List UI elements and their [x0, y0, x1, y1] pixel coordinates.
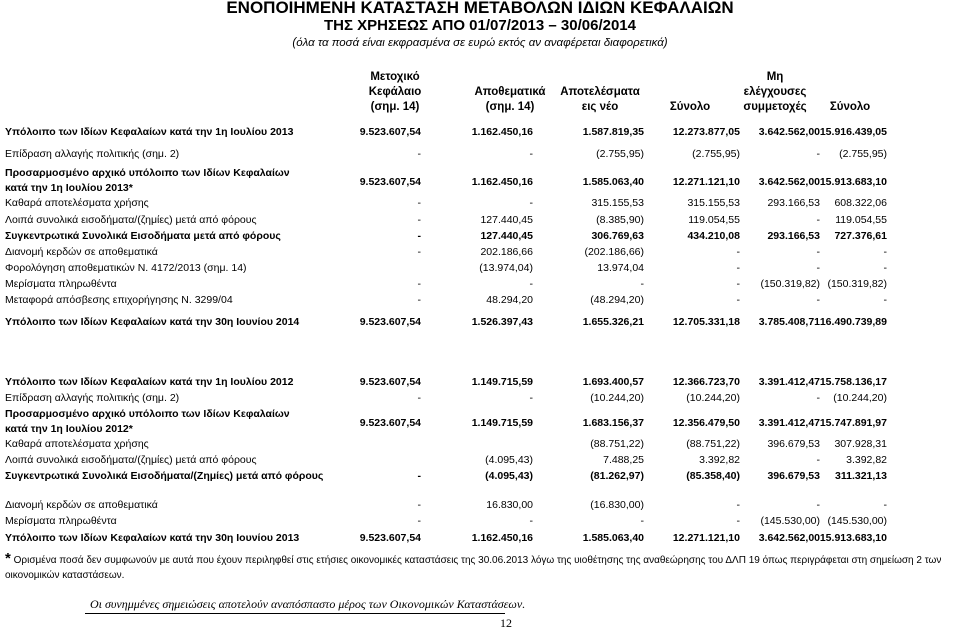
- table-cell: 127.440,45: [480, 214, 533, 226]
- table-cell: -: [883, 294, 887, 306]
- table-cell: -: [417, 499, 421, 511]
- table-cell: -: [883, 262, 887, 274]
- table-row: [0, 374, 960, 390]
- table-row: [0, 530, 960, 546]
- table-cell: -: [816, 214, 820, 226]
- column-header-line: Σύνολο: [829, 101, 871, 113]
- row-label: Προσαρμοσμένο αρχικό υπόλοιπο των Ιδίων Κεφαλαίων κατά την 1η Ιουλίου 2013*: [5, 167, 290, 194]
- closing-note: Οι συνημμένες σημειώσεις αποτελούν αναπόσπαστο μέρος των Οικονομικών Καταστάσεων.: [90, 597, 526, 611]
- table-cell: 1.162.450,16: [471, 126, 533, 138]
- row-label: Φορολόγηση αποθεματικών Ν. 4172/2013 (σημ. 14): [5, 262, 247, 274]
- table-cell: -: [736, 262, 740, 274]
- table-cell: -: [640, 278, 644, 290]
- table-cell: -: [529, 515, 533, 527]
- table-cell: 3.642.562,00: [758, 176, 820, 188]
- table-cell: (13.974,04): [479, 262, 533, 274]
- row-label: Μεταφορά απόσβεσης επιχορήγησης Ν. 3299/04: [5, 294, 233, 306]
- currency-note: (όλα τα ποσά είναι εκφρασμένα σε ευρώ εκτός αν αναφέρεται διαφορετικά): [292, 37, 668, 49]
- table-cell: (145.530,00): [827, 515, 887, 527]
- table-cell: 727.376,61: [834, 230, 887, 242]
- row-label: Διανομή κερδών σε αποθεματικά: [5, 499, 158, 511]
- table-cell: 15.747.891,97: [819, 417, 887, 429]
- row-label: Διανομή κερδών σε αποθεματικά: [5, 246, 158, 258]
- table-cell: -: [816, 262, 820, 274]
- table-cell: 127.440,45: [480, 230, 533, 242]
- table-cell: (88.751,22): [590, 438, 644, 450]
- column-header-line: Αποθεματικά: [474, 86, 546, 98]
- table-cell: 9.523.607,54: [359, 376, 421, 388]
- column-header-line: Σύνολο: [669, 101, 711, 113]
- table-cell: (10.244,20): [686, 392, 740, 404]
- table-row: [0, 407, 960, 437]
- footnote-marker: *: [5, 550, 11, 567]
- table-cell: (10.244,20): [833, 392, 887, 404]
- table-cell: 9.523.607,54: [359, 417, 421, 429]
- table-row: [0, 212, 960, 228]
- column-header-line: Μετοχικό: [370, 71, 420, 83]
- table-cell: -: [640, 515, 644, 527]
- table-cell: (4.095,43): [485, 470, 533, 482]
- table-cell: 1.585.063,40: [582, 532, 644, 544]
- row-label: Συγκεντρωτικά Συνολικά Εισοδήματα μετά από φόρους: [5, 230, 281, 242]
- table-cell: 608.322,06: [834, 197, 887, 209]
- table-cell: 9.523.607,54: [359, 176, 421, 188]
- table-cell: 3.642.562,00: [758, 532, 820, 544]
- row-label: Συγκεντρωτικά Συνολικά Εισοδήματα/(Ζημίες) μετά από φόρους: [5, 470, 324, 482]
- table-cell: -: [736, 294, 740, 306]
- table-cell: (150.319,82): [760, 278, 820, 290]
- table-cell: 1.683.156,37: [582, 417, 644, 429]
- table-cell: (202.186,66): [584, 246, 644, 258]
- table-row: [0, 195, 960, 211]
- row-label: Λοιπά συνολικά εισοδήματα/(ζημίες) μετά από φόρους: [5, 454, 257, 466]
- footnote: [5, 551, 955, 583]
- table-cell: 1.162.450,16: [471, 532, 533, 544]
- table-cell: 1.162.450,16: [471, 176, 533, 188]
- table-cell: 9.523.607,54: [359, 316, 421, 328]
- table-row: [0, 468, 960, 484]
- table-cell: 15.758.136,17: [819, 376, 887, 388]
- table-row: [0, 146, 960, 162]
- table-cell: -: [883, 246, 887, 258]
- table-cell: 9.523.607,54: [359, 126, 421, 138]
- table-row: [0, 497, 960, 513]
- page-title: ΕΝΟΠΟΙΗΜΕΝΗ ΚΑΤΑΣΤΑΣΗ ΜΕΤΑΒΟΛΩΝ ΙΔΙΩΝ ΚΕΦΑΛΑΙΩΝ: [226, 0, 734, 17]
- table-cell: -: [417, 214, 421, 226]
- table-cell: 1.587.819,35: [582, 126, 644, 138]
- row-label: Μερίσματα πληρωθέντα: [5, 278, 117, 290]
- table-cell: 293.166,53: [767, 197, 820, 209]
- table-cell: 9.523.607,54: [359, 532, 421, 544]
- row-label: Λοιπά συνολικά εισοδήματα/(ζημίες) μετά από φόρους: [5, 214, 257, 226]
- row-label: Υπόλοιπο των Ιδίων Κεφαλαίων κατά την 30η Ιουνίου 2014: [5, 316, 300, 328]
- table-cell: (145.530,00): [760, 515, 820, 527]
- column-header: [810, 100, 890, 115]
- table-row: [0, 124, 960, 140]
- table-cell: -: [417, 470, 421, 482]
- table-cell: -: [529, 278, 533, 290]
- table-cell: 12.356.479,50: [672, 417, 740, 429]
- table-cell: -: [417, 392, 421, 404]
- table-cell: 3.391.412,47: [758, 417, 820, 429]
- table-cell: 434.210,08: [687, 230, 740, 242]
- table-cell: 315.155,53: [591, 197, 644, 209]
- page-number: 12: [500, 616, 512, 630]
- table-cell: -: [417, 197, 421, 209]
- table-cell: 3.785.408,71: [758, 316, 820, 328]
- column-header-line: εις νέο: [581, 101, 619, 113]
- column-header-line: συμμετοχές: [743, 101, 807, 113]
- table-cell: 1.526.397,43: [471, 316, 533, 328]
- table-cell: 1.655.326,21: [582, 316, 644, 328]
- row-label: Καθαρά αποτελέσματα χρήσης: [5, 438, 149, 450]
- table-cell: -: [417, 148, 421, 160]
- table-cell: 315.155,53: [687, 197, 740, 209]
- table-cell: 12.366.723,70: [672, 376, 740, 388]
- table-cell: (2.755,95): [596, 148, 644, 160]
- table-cell: 396.679,53: [767, 438, 820, 450]
- table-cell: -: [417, 230, 421, 242]
- table-cell: 16.490.739,89: [819, 316, 887, 328]
- table-cell: 3.392,82: [699, 454, 740, 466]
- table-cell: 293.166,53: [767, 230, 820, 242]
- row-label: Υπόλοιπο των Ιδίων Κεφαλαίων κατά την 30η Ιουνίου 2013: [5, 532, 300, 544]
- table-cell: -: [417, 515, 421, 527]
- table-row: [0, 292, 960, 308]
- table-cell: -: [816, 294, 820, 306]
- row-label: Μερίσματα πληρωθέντα: [5, 515, 117, 527]
- table-cell: 48.294,20: [486, 294, 533, 306]
- table-cell: -: [816, 148, 820, 160]
- table-row: [0, 260, 960, 276]
- table-cell: -: [736, 278, 740, 290]
- table-cell: (4.095,43): [485, 454, 533, 466]
- table-cell: -: [529, 392, 533, 404]
- divider: [85, 613, 505, 614]
- table-cell: (81.262,97): [590, 470, 644, 482]
- table-cell: (16.830,00): [590, 499, 644, 511]
- table-cell: (2.755,95): [839, 148, 887, 160]
- table-cell: 12.273.877,05: [672, 126, 740, 138]
- row-label: Καθαρά αποτελέσματα χρήσης: [5, 197, 149, 209]
- row-label: Υπόλοιπο των Ιδίων Κεφαλαίων κατά την 1η Ιουλίου 2013: [5, 126, 294, 138]
- page-subtitle: ΤΗΣ ΧΡΗΣΕΩΣ ΑΠΟ 01/07/2013 – 30/06/2014: [324, 17, 636, 34]
- table-row: [0, 228, 960, 244]
- table-cell: -: [883, 499, 887, 511]
- table-row: [0, 452, 960, 468]
- table-cell: 1.149.715,59: [471, 417, 533, 429]
- table-cell: -: [417, 278, 421, 290]
- table-cell: -: [417, 294, 421, 306]
- table-cell: 12.705.331,18: [672, 316, 740, 328]
- table-cell: 15.913.683,10: [819, 532, 887, 544]
- table-cell: -: [529, 148, 533, 160]
- table-cell: 1.693.400,57: [582, 376, 644, 388]
- table-cell: 15.913.683,10: [819, 176, 887, 188]
- table-cell: 16.830,00: [486, 499, 533, 511]
- table-cell: 13.974,04: [597, 262, 644, 274]
- table-cell: 15.916.439,05: [819, 126, 887, 138]
- table-cell: (88.751,22): [686, 438, 740, 450]
- table-cell: -: [816, 499, 820, 511]
- table-cell: 307.928,31: [834, 438, 887, 450]
- row-label: Επίδραση αλλαγής πολιτικής (σημ. 2): [5, 148, 180, 160]
- table-cell: 119.054,55: [835, 214, 887, 226]
- table-cell: (10.244,20): [590, 392, 644, 404]
- table-cell: -: [736, 515, 740, 527]
- row-label: Υπόλοιπο των Ιδίων Κεφαλαίων κατά την 1η Ιουλίου 2012: [5, 376, 294, 388]
- table-row: [0, 244, 960, 260]
- column-header-line: Αποτελέσματα: [560, 86, 640, 98]
- column-header-line: (σημ. 14): [485, 101, 535, 113]
- table-cell: 12.271.121,10: [672, 176, 740, 188]
- table-cell: 3.391.412,47: [758, 376, 820, 388]
- column-header-line: Κεφάλαιο: [368, 86, 422, 98]
- table-row: [0, 513, 960, 529]
- table-cell: -: [529, 197, 533, 209]
- column-header: [355, 70, 435, 115]
- column-header-line: Μη: [766, 71, 784, 83]
- table-cell: 12.271.121,10: [672, 532, 740, 544]
- footnote-text: Ορισμένα ποσά δεν συμφωνούν με αυτά που έχουν περιληφθεί στις ετήσιες οικονομικές καταστάσεις της 30.06.2013 λόγω της υιοθέτησης της αναθεώρησης του ΔΛΠ 19 όπως περιγράφεται στη σημείωση 2 των οικονομικών καταστάσεων.: [5, 555, 942, 581]
- table-cell: -: [736, 499, 740, 511]
- table-cell: -: [417, 246, 421, 258]
- table-row: [0, 436, 960, 452]
- table-row: [0, 276, 960, 292]
- table-cell: 7.488,25: [603, 454, 644, 466]
- column-header-line: ελέγχουσες: [743, 86, 807, 98]
- table-row: [0, 166, 960, 196]
- table-cell: 1.149.715,59: [471, 376, 533, 388]
- table-cell: -: [816, 392, 820, 404]
- table-cell: 1.585.063,40: [582, 176, 644, 188]
- table-cell: 3.642.562,00: [758, 126, 820, 138]
- row-label: Επίδραση αλλαγής πολιτικής (σημ. 2): [5, 392, 180, 404]
- table-cell: (150.319,82): [827, 278, 887, 290]
- table-cell: (8.385,90): [596, 214, 644, 226]
- table-cell: (85.358,40): [686, 470, 740, 482]
- table-cell: 202.186,66: [480, 246, 533, 258]
- column-header: [545, 85, 655, 115]
- table-cell: -: [816, 246, 820, 258]
- table-cell: 306.769,63: [591, 230, 644, 242]
- table-row: [0, 314, 960, 330]
- column-header-line: (σημ. 14): [370, 101, 420, 113]
- table-cell: 396.679,53: [767, 470, 820, 482]
- table-cell: (2.755,95): [692, 148, 740, 160]
- table-cell: 3.392,82: [846, 454, 887, 466]
- table-cell: 119.054,55: [688, 214, 740, 226]
- table-cell: (48.294,20): [590, 294, 644, 306]
- table-cell: 311.321,13: [835, 470, 887, 482]
- table-cell: -: [816, 454, 820, 466]
- table-row: [0, 390, 960, 406]
- table-cell: -: [736, 246, 740, 258]
- row-label: Προσαρμοσμένο αρχικό υπόλοιπο των Ιδίων Κεφαλαίων κατά την 1η Ιουλίου 2012*: [5, 408, 290, 435]
